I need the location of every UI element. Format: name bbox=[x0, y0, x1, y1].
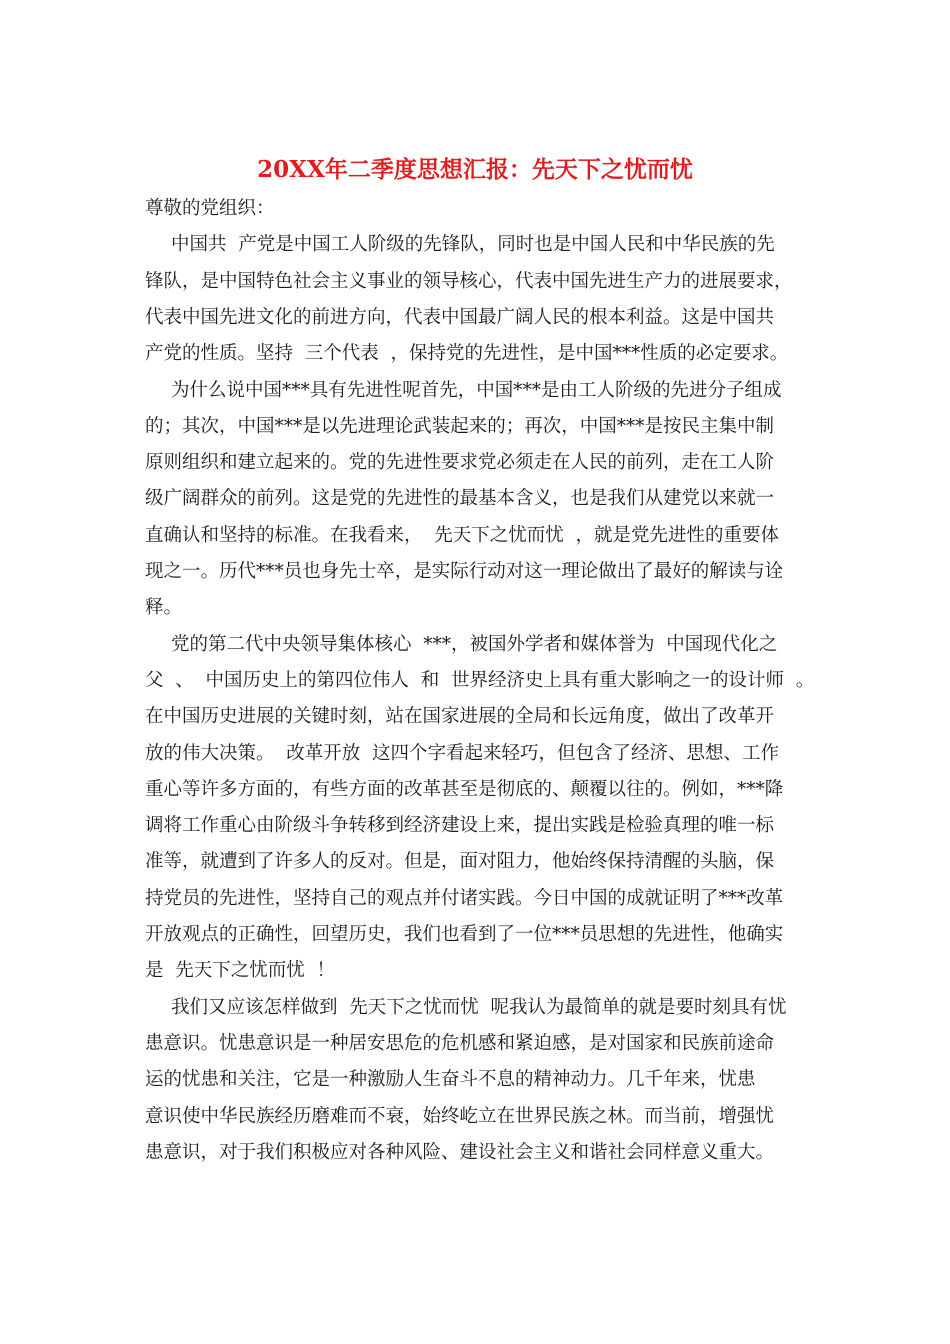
paragraph-4-line: 运的忧患和关注，它是一种激励人生奋斗不息的精神动力。几千年来，忧患 bbox=[145, 1069, 756, 1090]
paragraph-4-line: 患意识。忧患意识是一种居安思危的危机感和紧迫感，是对国家和民族前途命 bbox=[145, 1033, 775, 1054]
paragraph-3-line: 持党员的先进性，坚持自己的观点并付诸实践。今日中国的成就证明了***改革 bbox=[145, 888, 784, 909]
paragraph-2-line: 的；其次，中国***是以先进理论武装起来的；再次，中国***是按民主集中制 bbox=[145, 416, 775, 437]
paragraph-3-line: 是 先天下之忧而忧 ！ bbox=[145, 960, 336, 981]
document-title: 20XX年二季度思想汇报：先天下之忧而忧 bbox=[257, 156, 693, 183]
paragraph-3-line: 重心等许多方面的，有些方面的改革甚至是彻底的、颠覆以往的。例如，***降 bbox=[145, 779, 784, 800]
paragraph-2-line: 原则组织和建立起来的。党的先进性要求党必须走在人民的前列，走在工人阶 bbox=[145, 452, 775, 473]
paragraph-3-line: 开放观点的正确性，回望历史，我们也看到了一位***员思想的先进性，他确实 bbox=[145, 924, 784, 945]
paragraph-3-line: 在中国历史进展的关键时刻，站在国家进展的全局和长远角度，做出了改革开 bbox=[145, 706, 775, 727]
paragraph-4-line: 患意识，对于我们积极应对各种风险、建设社会主义和谐社会同样意义重大。 bbox=[145, 1142, 775, 1163]
paragraph-1-line: 锋队，是中国特色社会主义事业的领导核心，代表中国先进生产力的进展要求， bbox=[145, 271, 793, 292]
paragraph-2-line: 释。 bbox=[145, 597, 183, 618]
paragraph-2-line: 直确认和坚持的标准。在我看来， 先天下之忧而忧 ，就是党先进性的重要体 bbox=[145, 525, 780, 546]
paragraph-1-line: 中国共 产党是中国工人阶级的先锋队，同时也是中国人民和中华民族的先 bbox=[171, 234, 775, 255]
paragraph-3-line: 准等，就遭到了许多人的反对。但是，面对阻力，他始终保持清醒的头脑，保 bbox=[145, 851, 775, 872]
paragraph-4-line: 意识使中华民族经历磨难而不衰，始终屹立在世界民族之林。而当前，增强忧 bbox=[145, 1106, 775, 1127]
paragraph-4-line: 我们又应该怎样做到 先天下之忧而忧 呢我认为最简单的就是要时刻具有忧 bbox=[171, 997, 787, 1018]
paragraph-3-line: 放的伟大决策。 改革开放 这四个字看起来轻巧，但包含了经济、思想、工作 bbox=[145, 743, 780, 764]
salutation: 尊敬的党组织： bbox=[145, 198, 275, 219]
paragraph-1-line: 代表中国先进文化的前进方向，代表中国最广阔人民的根本利益。这是中国共 bbox=[145, 307, 775, 328]
paragraph-2-line: 为什么说中国***具有先进性呢首先，中国***是由工人阶级的先进分子组成 bbox=[171, 380, 782, 401]
paragraph-1-line: 产党的性质。坚持 三个代表 ，保持党的先进性，是中国***性质的必定要求。 bbox=[145, 343, 789, 364]
paragraph-2-line: 现之一。历代***员也身先士卒，是实际行动对这一理论做出了最好的解读与诠 bbox=[145, 561, 784, 582]
paragraph-3-line: 调将工作重心由阶级斗争转移到经济建设上来，提出实践是检验真理的唯一标 bbox=[145, 815, 775, 836]
paragraph-3-line: 父 、 中国历史上的第四位伟人 和 世界经济史上具有重大影响之一的设计师 。 bbox=[145, 670, 815, 691]
paragraph-2-line: 级广阔群众的前列。这是党的先进性的最基本含义，也是我们从建党以来就一 bbox=[145, 488, 775, 509]
paragraph-3-line: 党的第二代中央领导集体核心 ***，被国外学者和媒体誉为 中国现代化之 bbox=[171, 634, 778, 655]
